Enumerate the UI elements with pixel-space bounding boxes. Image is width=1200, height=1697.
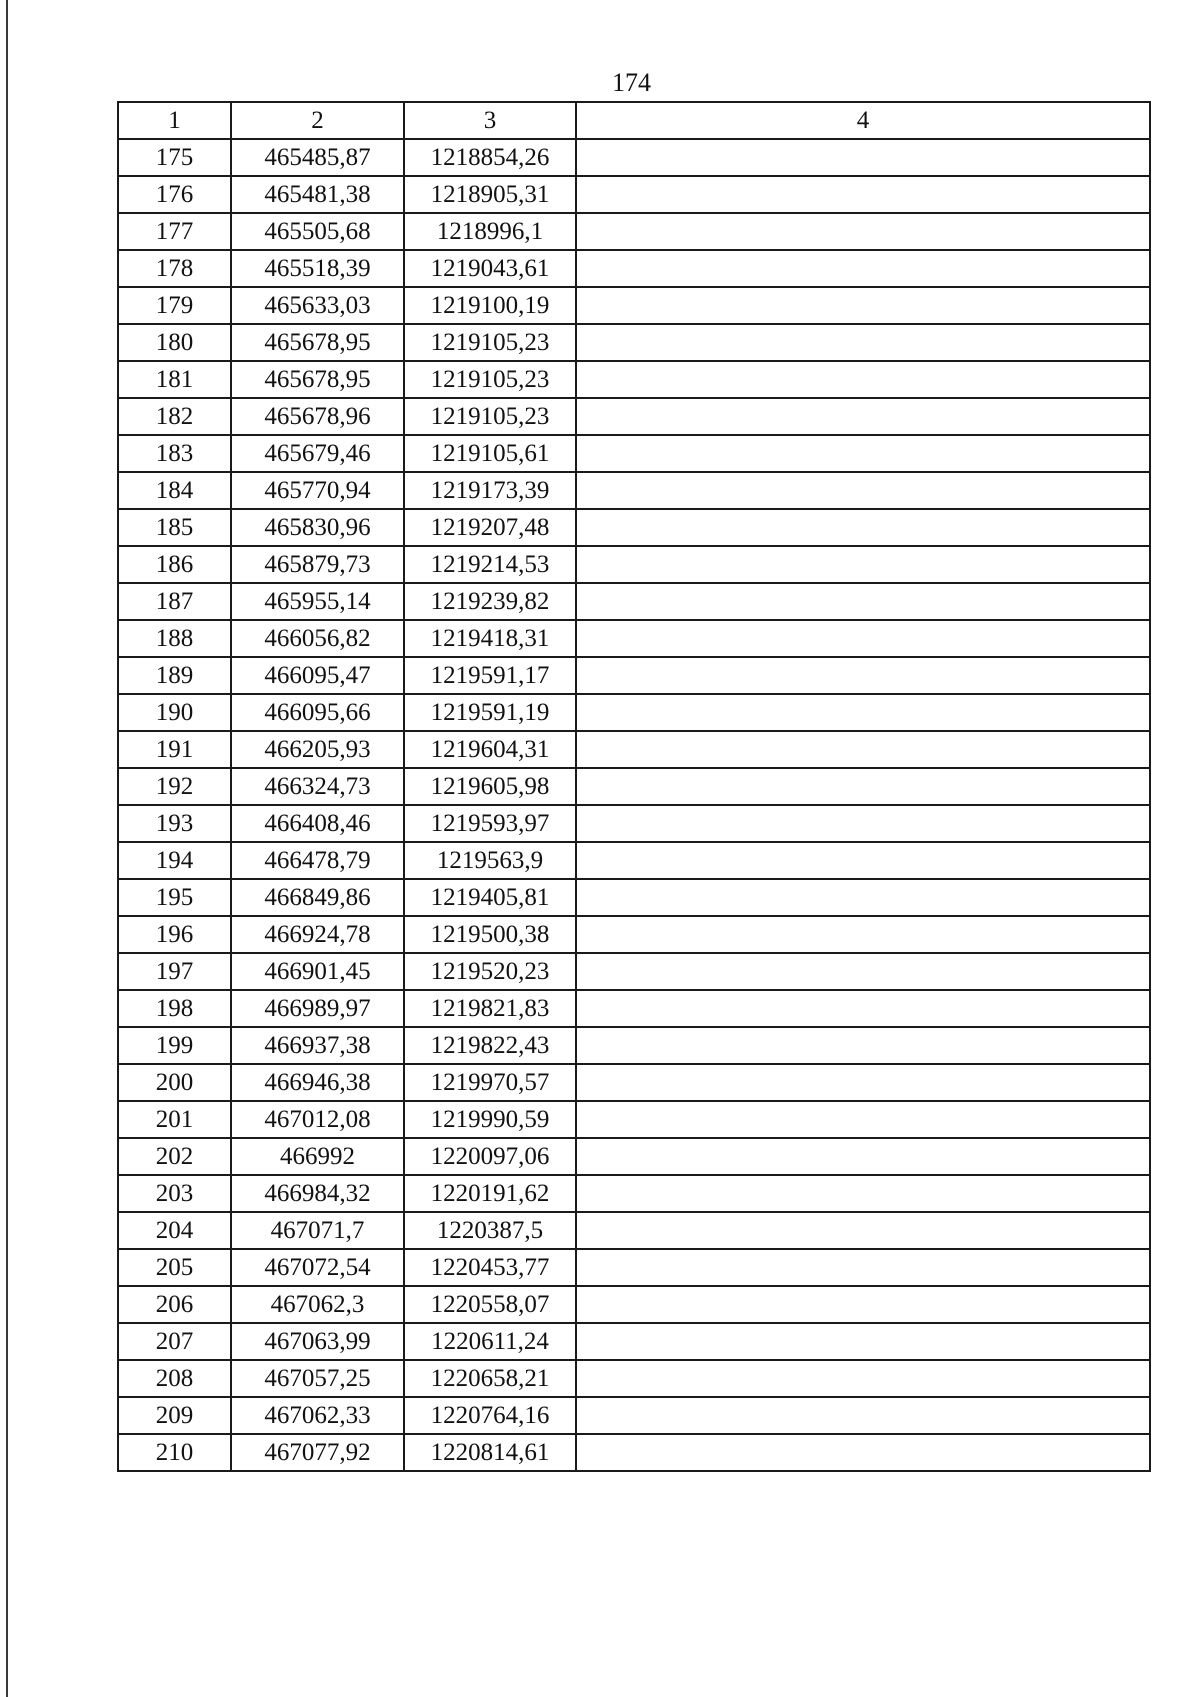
note-cell — [576, 1323, 1150, 1360]
x-coordinate-cell: 467072,54 — [231, 1249, 404, 1286]
x-coordinate-cell: 465505,68 — [231, 213, 404, 250]
table-row — [118, 435, 1150, 472]
y-coordinate-cell: 1219821,83 — [404, 990, 576, 1027]
point-number-cell: 200 — [118, 1064, 231, 1101]
x-coordinate-cell: 466095,66 — [231, 694, 404, 731]
note-cell — [576, 1397, 1150, 1434]
x-coordinate-cell: 466205,93 — [231, 731, 404, 768]
note-cell — [576, 213, 1150, 250]
y-coordinate-cell: 1220453,77 — [404, 1249, 576, 1286]
note-cell — [576, 435, 1150, 472]
x-coordinate-cell: 466408,46 — [231, 805, 404, 842]
table-row — [118, 509, 1150, 546]
table-row — [118, 694, 1150, 731]
x-coordinate-cell: 467077,92 — [231, 1434, 404, 1471]
y-coordinate-cell: 1219520,23 — [404, 953, 576, 990]
table-row — [118, 1360, 1150, 1397]
point-number-cell: 191 — [118, 731, 231, 768]
point-number-cell: 199 — [118, 1027, 231, 1064]
y-coordinate-cell: 1219591,17 — [404, 657, 576, 694]
note-cell — [576, 768, 1150, 805]
x-coordinate-cell: 465481,38 — [231, 176, 404, 213]
point-number-cell: 182 — [118, 398, 231, 435]
table-row — [118, 1286, 1150, 1323]
note-cell — [576, 842, 1150, 879]
y-coordinate-cell: 1219105,23 — [404, 398, 576, 435]
table-row — [118, 731, 1150, 768]
column-header-2: 2 — [231, 102, 404, 139]
x-coordinate-cell: 465518,39 — [231, 250, 404, 287]
y-coordinate-cell: 1219563,9 — [404, 842, 576, 879]
point-number-cell: 180 — [118, 324, 231, 361]
point-number-cell: 187 — [118, 583, 231, 620]
y-coordinate-cell: 1219822,43 — [404, 1027, 576, 1064]
x-coordinate-cell: 465678,95 — [231, 361, 404, 398]
x-coordinate-cell: 465678,96 — [231, 398, 404, 435]
x-coordinate-cell: 466478,79 — [231, 842, 404, 879]
column-header-1: 1 — [118, 102, 231, 139]
note-cell — [576, 1360, 1150, 1397]
point-number-cell: 207 — [118, 1323, 231, 1360]
point-number-cell: 197 — [118, 953, 231, 990]
note-cell — [576, 1027, 1150, 1064]
point-number-cell: 206 — [118, 1286, 231, 1323]
column-header-3: 3 — [404, 102, 576, 139]
y-coordinate-cell: 1219214,53 — [404, 546, 576, 583]
table-body — [118, 139, 1150, 1471]
table-row — [118, 916, 1150, 953]
table-row — [118, 768, 1150, 805]
note-cell — [576, 324, 1150, 361]
note-cell — [576, 1064, 1150, 1101]
note-cell — [576, 139, 1150, 176]
x-coordinate-cell: 466937,38 — [231, 1027, 404, 1064]
table-row — [118, 472, 1150, 509]
table-row — [118, 1212, 1150, 1249]
table-row — [118, 1397, 1150, 1434]
x-coordinate-cell: 466056,82 — [231, 620, 404, 657]
table-row — [118, 1027, 1150, 1064]
point-number-cell: 209 — [118, 1397, 231, 1434]
table-row — [118, 879, 1150, 916]
point-number-cell: 202 — [118, 1138, 231, 1175]
note-cell — [576, 879, 1150, 916]
point-number-cell: 196 — [118, 916, 231, 953]
column-header-4: 4 — [576, 102, 1150, 139]
point-number-cell: 193 — [118, 805, 231, 842]
note-cell — [576, 953, 1150, 990]
point-number-cell: 189 — [118, 657, 231, 694]
point-number-cell: 198 — [118, 990, 231, 1027]
point-number-cell: 179 — [118, 287, 231, 324]
point-number-cell: 176 — [118, 176, 231, 213]
y-coordinate-cell: 1219970,57 — [404, 1064, 576, 1101]
x-coordinate-cell: 465485,87 — [231, 139, 404, 176]
y-coordinate-cell: 1219500,38 — [404, 916, 576, 953]
y-coordinate-cell: 1219207,48 — [404, 509, 576, 546]
x-coordinate-cell: 467057,25 — [231, 1360, 404, 1397]
note-cell — [576, 1175, 1150, 1212]
note-cell — [576, 361, 1150, 398]
y-coordinate-cell: 1218996,1 — [404, 213, 576, 250]
point-number-cell: 205 — [118, 1249, 231, 1286]
note-cell — [576, 176, 1150, 213]
table-row — [118, 398, 1150, 435]
x-coordinate-cell: 465770,94 — [231, 472, 404, 509]
table-row — [118, 842, 1150, 879]
table-row — [118, 1323, 1150, 1360]
point-number-cell: 201 — [118, 1101, 231, 1138]
y-coordinate-cell: 1219605,98 — [404, 768, 576, 805]
note-cell — [576, 583, 1150, 620]
point-number-cell: 192 — [118, 768, 231, 805]
x-coordinate-cell: 466946,38 — [231, 1064, 404, 1101]
table-row — [118, 1434, 1150, 1471]
x-coordinate-cell: 467062,33 — [231, 1397, 404, 1434]
note-cell — [576, 398, 1150, 435]
x-coordinate-cell: 466924,78 — [231, 916, 404, 953]
page-number: 174 — [612, 68, 651, 97]
y-coordinate-cell: 1220658,21 — [404, 1360, 576, 1397]
point-number-cell: 185 — [118, 509, 231, 546]
table-row — [118, 287, 1150, 324]
x-coordinate-cell: 466849,86 — [231, 879, 404, 916]
table-header-row — [118, 102, 1150, 139]
table-row — [118, 361, 1150, 398]
x-coordinate-cell: 467071,7 — [231, 1212, 404, 1249]
table-row — [118, 546, 1150, 583]
x-coordinate-cell: 467062,3 — [231, 1286, 404, 1323]
note-cell — [576, 1249, 1150, 1286]
y-coordinate-cell: 1220387,5 — [404, 1212, 576, 1249]
y-coordinate-cell: 1220558,07 — [404, 1286, 576, 1323]
point-number-cell: 190 — [118, 694, 231, 731]
y-coordinate-cell: 1219105,23 — [404, 361, 576, 398]
y-coordinate-cell: 1220814,61 — [404, 1434, 576, 1471]
y-coordinate-cell: 1220097,06 — [404, 1138, 576, 1175]
y-coordinate-cell: 1219418,31 — [404, 620, 576, 657]
table-row — [118, 1064, 1150, 1101]
point-number-cell: 210 — [118, 1434, 231, 1471]
table-row — [118, 139, 1150, 176]
note-cell — [576, 1212, 1150, 1249]
x-coordinate-cell: 466095,47 — [231, 657, 404, 694]
note-cell — [576, 990, 1150, 1027]
table-row — [118, 324, 1150, 361]
table-row — [118, 1249, 1150, 1286]
note-cell — [576, 620, 1150, 657]
note-cell — [576, 546, 1150, 583]
note-cell — [576, 1286, 1150, 1323]
x-coordinate-cell: 466324,73 — [231, 768, 404, 805]
point-number-cell: 186 — [118, 546, 231, 583]
y-coordinate-cell: 1219105,23 — [404, 324, 576, 361]
note-cell — [576, 731, 1150, 768]
y-coordinate-cell: 1219100,19 — [404, 287, 576, 324]
y-coordinate-cell: 1220611,24 — [404, 1323, 576, 1360]
y-coordinate-cell: 1219591,19 — [404, 694, 576, 731]
note-cell — [576, 1434, 1150, 1471]
y-coordinate-cell: 1219593,97 — [404, 805, 576, 842]
point-number-cell: 183 — [118, 435, 231, 472]
x-coordinate-cell: 465879,73 — [231, 546, 404, 583]
y-coordinate-cell: 1220764,16 — [404, 1397, 576, 1434]
x-coordinate-cell: 466992 — [231, 1138, 404, 1175]
y-coordinate-cell: 1219990,59 — [404, 1101, 576, 1138]
y-coordinate-cell: 1218905,31 — [404, 176, 576, 213]
x-coordinate-cell: 467063,99 — [231, 1323, 404, 1360]
table-row — [118, 213, 1150, 250]
point-number-cell: 204 — [118, 1212, 231, 1249]
point-number-cell: 175 — [118, 139, 231, 176]
x-coordinate-cell: 465679,46 — [231, 435, 404, 472]
scan-edge-line — [6, 0, 8, 1697]
point-number-cell: 194 — [118, 842, 231, 879]
table-row — [118, 250, 1150, 287]
table-row — [118, 1138, 1150, 1175]
point-number-cell: 195 — [118, 879, 231, 916]
y-coordinate-cell: 1218854,26 — [404, 139, 576, 176]
note-cell — [576, 1101, 1150, 1138]
point-number-cell: 203 — [118, 1175, 231, 1212]
x-coordinate-cell: 466984,32 — [231, 1175, 404, 1212]
note-cell — [576, 250, 1150, 287]
table-row — [118, 953, 1150, 990]
table-row — [118, 1175, 1150, 1212]
y-coordinate-cell: 1219043,61 — [404, 250, 576, 287]
table-row — [118, 583, 1150, 620]
note-cell — [576, 805, 1150, 842]
x-coordinate-cell: 467012,08 — [231, 1101, 404, 1138]
point-number-cell: 181 — [118, 361, 231, 398]
table-row — [118, 1101, 1150, 1138]
note-cell — [576, 694, 1150, 731]
x-coordinate-cell: 465830,96 — [231, 509, 404, 546]
note-cell — [576, 657, 1150, 694]
point-number-cell: 188 — [118, 620, 231, 657]
table-row — [118, 176, 1150, 213]
note-cell — [576, 1138, 1150, 1175]
y-coordinate-cell: 1219173,39 — [404, 472, 576, 509]
point-number-cell: 208 — [118, 1360, 231, 1397]
table-row — [118, 805, 1150, 842]
x-coordinate-cell: 465678,95 — [231, 324, 404, 361]
point-number-cell: 177 — [118, 213, 231, 250]
point-number-cell: 178 — [118, 250, 231, 287]
x-coordinate-cell: 466901,45 — [231, 953, 404, 990]
note-cell — [576, 287, 1150, 324]
x-coordinate-cell: 466989,97 — [231, 990, 404, 1027]
note-cell — [576, 509, 1150, 546]
table-row — [118, 990, 1150, 1027]
y-coordinate-cell: 1220191,62 — [404, 1175, 576, 1212]
y-coordinate-cell: 1219239,82 — [404, 583, 576, 620]
y-coordinate-cell: 1219604,31 — [404, 731, 576, 768]
note-cell — [576, 916, 1150, 953]
coordinates-table — [117, 101, 1151, 1472]
x-coordinate-cell: 465955,14 — [231, 583, 404, 620]
y-coordinate-cell: 1219405,81 — [404, 879, 576, 916]
note-cell — [576, 472, 1150, 509]
x-coordinate-cell: 465633,03 — [231, 287, 404, 324]
table-row — [118, 657, 1150, 694]
y-coordinate-cell: 1219105,61 — [404, 435, 576, 472]
point-number-cell: 184 — [118, 472, 231, 509]
table-row — [118, 620, 1150, 657]
